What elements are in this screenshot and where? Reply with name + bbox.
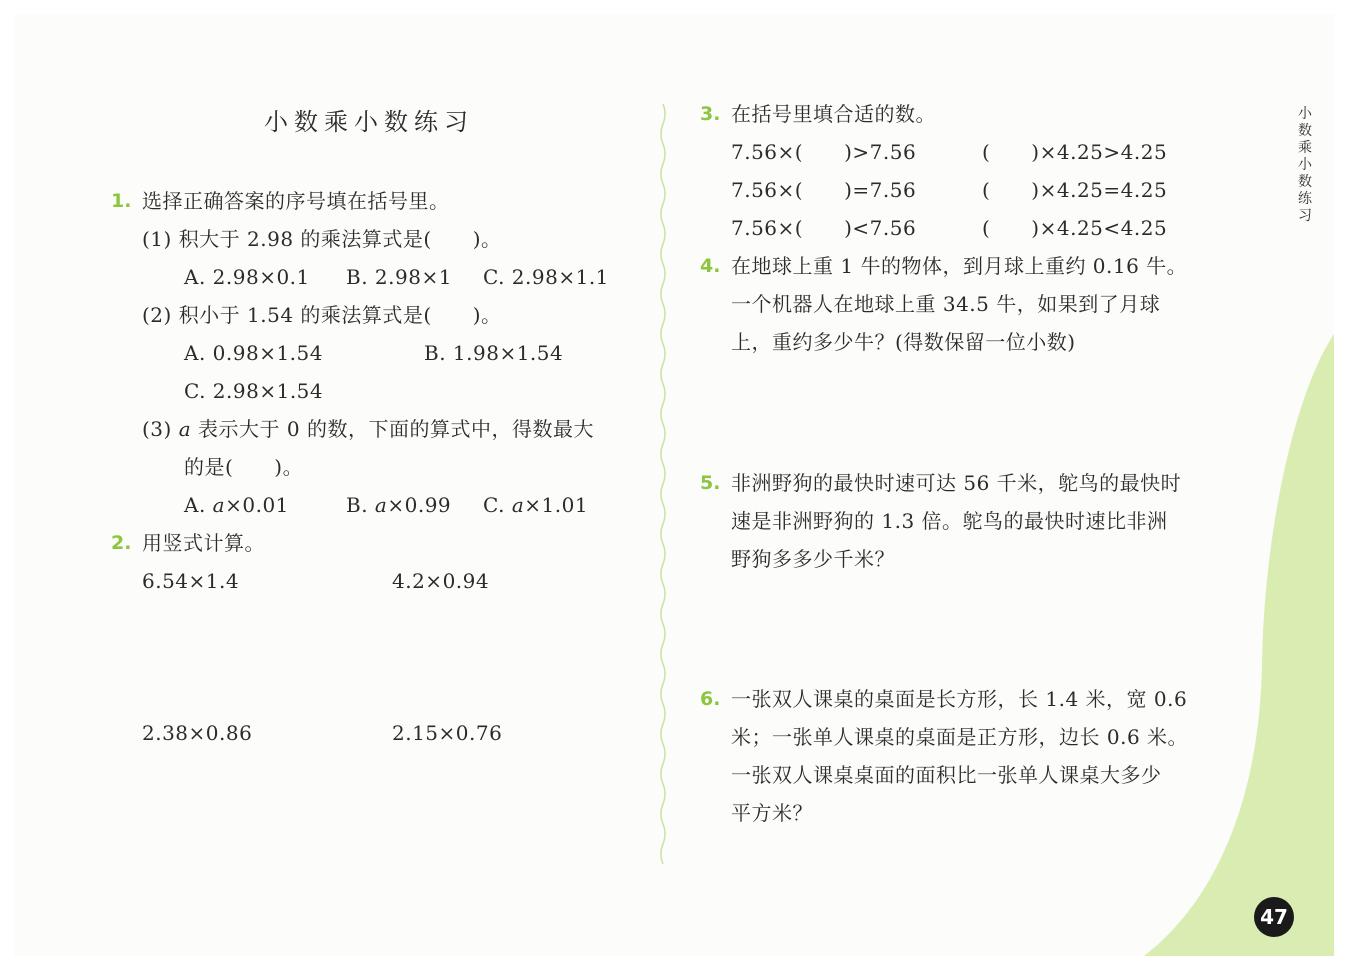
q6-line-4: 平方米？ [731,801,813,825]
option-variable: a [374,493,388,517]
q2-expression-2: 4.2×0.94 [392,569,490,593]
question-3-number: 3. [700,103,721,125]
option-expression: ×0.01 [225,493,289,517]
q3-row3-left: 7.56×( )<7.56 [731,216,917,240]
option-letter: C. [483,493,505,517]
q6-line-2: 米；一张单人课桌的桌面是正方形，边长 0.6 米。 [731,725,1189,749]
question-5-number: 5. [700,472,721,494]
q5-line-1: 非洲野狗的最快时速可达 56 千米，鸵鸟的最快时 [731,471,1182,495]
q4-line-2: 一个机器人在地球上重 34.5 牛，如果到了月球 [731,292,1161,316]
q5-line-2: 速是非洲野狗的 1.3 倍。鸵鸟的最快时速比非洲 [731,509,1168,533]
q6-line-1: 一张双人课桌的桌面是长方形，长 1.4 米，宽 0.6 [731,687,1188,711]
option-variable: a [511,493,525,517]
page-title: 小数乘小数练习 [264,108,474,136]
q1-part3-variable: a [178,417,192,441]
q1-part2-option-c: C. 2.98×1.54 [184,379,324,403]
q4-line-3: 上，重约多少牛？(得数保留一位小数) [731,330,1076,354]
q1-part1-option-c: C. 2.98×1.1 [483,265,609,289]
q1-part3-option-b [346,492,451,518]
q3-row1-left: 7.56×( )>7.56 [731,140,917,164]
q2-expression-4: 2.15×0.76 [392,721,503,745]
option-expression: ×1.01 [524,493,589,517]
q2-expression-3: 2.38×0.86 [142,721,253,745]
q3-row1-right: ( )×4.25>4.25 [982,140,1168,164]
option-letter: B. [346,493,369,517]
green-corner-decoration [1144,334,1334,956]
q1-part3-label: (3) [142,417,172,441]
page-divider [659,104,667,864]
q1-part1-option-a: A. 2.98×0.1 [184,265,310,289]
question-1-number: 1. [111,190,132,212]
q1-part3 [142,416,594,442]
q1-part3-option-a [184,492,289,518]
q6-line-3: 一张双人课桌桌面的面积比一张单人课桌大多少 [731,763,1162,787]
side-section-title: 小数乘小数练习 [1298,106,1312,224]
q1-part2-option-b: B. 1.98×1.54 [424,341,564,365]
workbook-page [14,14,1334,956]
page-number-badge: 47 [1254,897,1294,937]
q1-part1: (1) 积大于 2.98 的乘法算式是( )。 [142,227,502,251]
q2-expression-1: 6.54×1.4 [142,569,240,593]
q1-part2-option-a: A. 0.98×1.54 [184,341,323,365]
option-variable: a [212,493,226,517]
question-4-number: 4. [700,255,721,277]
q5-line-3: 野狗多多少千米？ [731,547,895,571]
q3-row3-right: ( )×4.25<4.25 [982,216,1168,240]
q1-part3-line2: 的是( )。 [184,455,304,479]
question-1-prompt: 选择正确答案的序号填在括号里。 [142,189,450,213]
option-letter: A. [184,493,206,517]
question-6-number: 6. [700,688,721,710]
q3-row2-left: 7.56×( )=7.56 [731,178,917,202]
q4-line-1: 在地球上重 1 牛的物体，到月球上重约 0.16 牛。 [731,254,1188,278]
q1-part3-option-c [483,492,588,518]
q3-row2-right: ( )×4.25=4.25 [982,178,1168,202]
q1-part1-option-b: B. 2.98×1 [346,265,452,289]
q1-part2: (2) 积小于 1.54 的乘法算式是( )。 [142,303,502,327]
question-2-number: 2. [111,532,132,554]
option-expression: ×0.99 [387,493,452,517]
question-3-prompt: 在括号里填合适的数。 [731,102,936,126]
question-2-prompt: 用竖式计算。 [142,531,265,555]
q1-part3-text: 表示大于 0 的数，下面的算式中，得数最大 [198,417,594,441]
